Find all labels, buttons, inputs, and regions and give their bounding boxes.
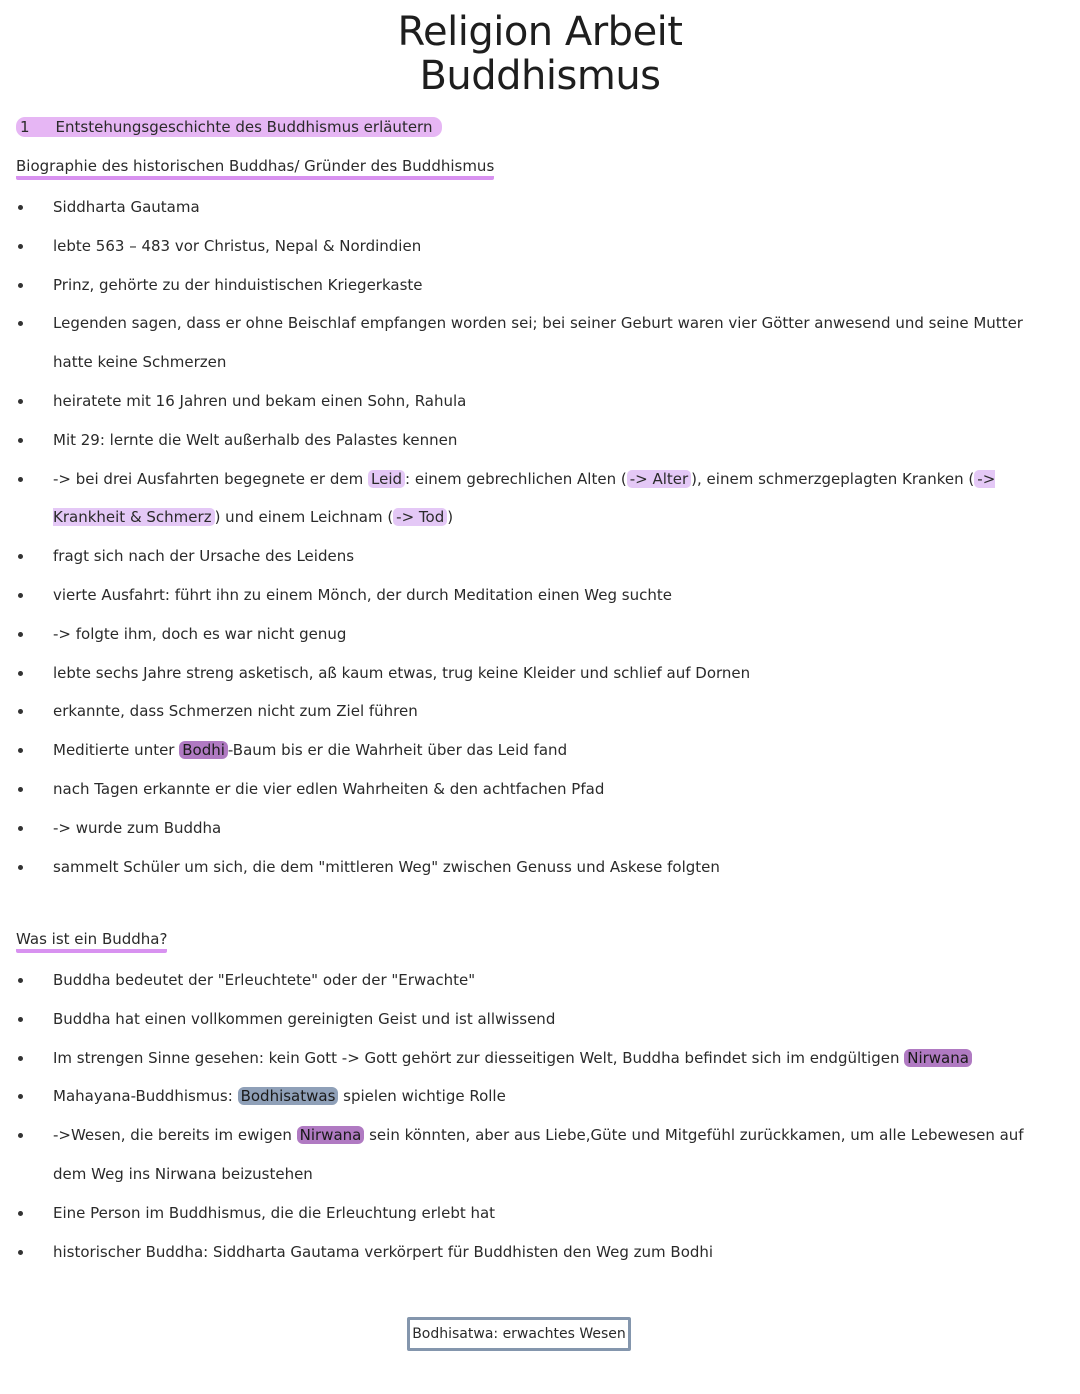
bullet-icon xyxy=(18,1094,23,1099)
buddha-heading-text: Was ist ein Buddha? xyxy=(16,930,167,953)
biography-heading xyxy=(16,157,494,180)
section-heading-1 xyxy=(16,118,442,136)
list-item: Prinz, gehörte zu der hinduistischen Kriegerkaste xyxy=(0,266,1080,305)
bullet-icon xyxy=(18,1211,23,1216)
list-item: Mahayana-Buddhismus: Bodhisatwas spielen wichtige Rolle xyxy=(0,1077,1080,1116)
biography-list xyxy=(0,188,1080,886)
section-heading-highlight xyxy=(16,117,442,137)
list-item: ->Wesen, die bereits im ewigen Nirwana sein könnten, aber aus Liebe,Güte und Mitgefühl zurückkamen, um alle Lebewesen auf dem Weg ins Nirwana beizustehen xyxy=(0,1116,1080,1194)
bodhisatwa-note-box: Bodhisatwa: erwachtes Wesen xyxy=(407,1317,631,1351)
list-item: vierte Ausfahrt: führt ihn zu einem Mönch, der durch Meditation einen Weg suchte xyxy=(0,576,1080,615)
bullet-icon xyxy=(18,1133,23,1138)
list-item: Im strengen Sinne gesehen: kein Gott -> Gott gehört zur diesseitigen Welt, Buddha befindet sich im endgültigen Nirwana xyxy=(0,1039,1080,1078)
bullet-icon xyxy=(18,399,23,404)
bullet-icon xyxy=(18,244,23,249)
bullet-icon xyxy=(18,1250,23,1255)
highlight-tod: -> Tod xyxy=(393,508,447,526)
list-item: Buddha hat einen vollkommen gereinigten Geist und ist allwissend xyxy=(0,1000,1080,1039)
list-item: heiratete mit 16 Jahren und bekam einen Sohn, Rahula xyxy=(0,382,1080,421)
bullet-icon xyxy=(18,554,23,559)
list-item: lebte 563 – 483 vor Christus, Nepal & Nordindien xyxy=(0,227,1080,266)
highlight-leid: Leid xyxy=(368,470,405,488)
bullet-icon xyxy=(18,671,23,676)
list-item: Legenden sagen, dass er ohne Beischlaf empfangen worden sei; bei seiner Geburt waren vier Götter anwesend und seine Mutter hatte keine Schmerzen xyxy=(0,304,1080,382)
list-item: lebte sechs Jahre streng asketisch, aß kaum etwas, trug keine Kleider und schlief auf Dornen xyxy=(0,654,1080,693)
bullet-icon xyxy=(18,826,23,831)
list-item: -> bei drei Ausfahrten begegnete er dem Leid : einem gebrechlichen Alten ( -> Alter ), einem schmerzgeplagten Kranken ( -> Krankheit & Schmerz ) und einem Leichnam ( -> Tod ) xyxy=(0,460,1080,538)
list-item: Buddha bedeutet der "Erleuchtete" oder der "Erwachte" xyxy=(0,961,1080,1000)
list-item: sammelt Schüler um sich, die dem "mittleren Weg" zwischen Genuss und Askese folgten xyxy=(0,848,1080,887)
section-number: 1 xyxy=(20,118,30,136)
list-item: -> folgte ihm, doch es war nicht genug xyxy=(0,615,1080,654)
list-item: fragt sich nach der Ursache des Leidens xyxy=(0,537,1080,576)
buddha-heading xyxy=(16,930,167,953)
list-item: Meditierte unter Bodhi -Baum bis er die Wahrheit über das Leid fand xyxy=(0,731,1080,770)
bullet-icon xyxy=(18,477,23,482)
list-item: Siddharta Gautama xyxy=(0,188,1080,227)
bullet-icon xyxy=(18,283,23,288)
buddha-list xyxy=(0,961,1080,1271)
list-item: Mit 29: lernte die Welt außerhalb des Palastes kennen xyxy=(0,421,1080,460)
list-item: erkannte, dass Schmerzen nicht zum Ziel führen xyxy=(0,692,1080,731)
list-item: Eine Person im Buddhismus, die die Erleuchtung erlebt hat xyxy=(0,1194,1080,1233)
bullet-icon xyxy=(18,632,23,637)
bullet-icon xyxy=(18,593,23,598)
bullet-icon xyxy=(18,787,23,792)
bullet-icon xyxy=(18,748,23,753)
section-title: Entstehungsgeschichte des Buddhismus erläutern xyxy=(55,118,433,136)
bullet-icon xyxy=(18,205,23,210)
highlight-nirwana: Nirwana xyxy=(904,1049,972,1067)
list-item: -> wurde zum Buddha xyxy=(0,809,1080,848)
bullet-icon xyxy=(18,321,23,326)
title-line-1: Religion Arbeit xyxy=(397,9,683,55)
page-title xyxy=(0,10,1080,98)
highlight-alter: -> Alter xyxy=(627,470,691,488)
highlight-bodhi: Bodhi xyxy=(179,741,228,759)
bullet-icon xyxy=(18,978,23,983)
bullet-icon xyxy=(18,1056,23,1061)
list-item: nach Tagen erkannte er die vier edlen Wahrheiten & den achtfachen Pfad xyxy=(0,770,1080,809)
highlight-bodhisatwas: Bodhisatwas xyxy=(238,1087,339,1105)
list-item: historischer Buddha: Siddharta Gautama verkörpert für Buddhisten den Weg zum Bodhi xyxy=(0,1233,1080,1272)
bullet-icon xyxy=(18,709,23,714)
highlight-nirwana-2: Nirwana xyxy=(297,1126,365,1144)
bullet-icon xyxy=(18,438,23,443)
bullet-icon xyxy=(18,865,23,870)
biography-heading-text: Biographie des historischen Buddhas/ Gründer des Buddhismus xyxy=(16,157,494,180)
bullet-icon xyxy=(18,1017,23,1022)
highlight-krankheit: -> Krankheit & Schmerz xyxy=(53,469,996,527)
title-line-2: Buddhismus xyxy=(419,53,661,99)
